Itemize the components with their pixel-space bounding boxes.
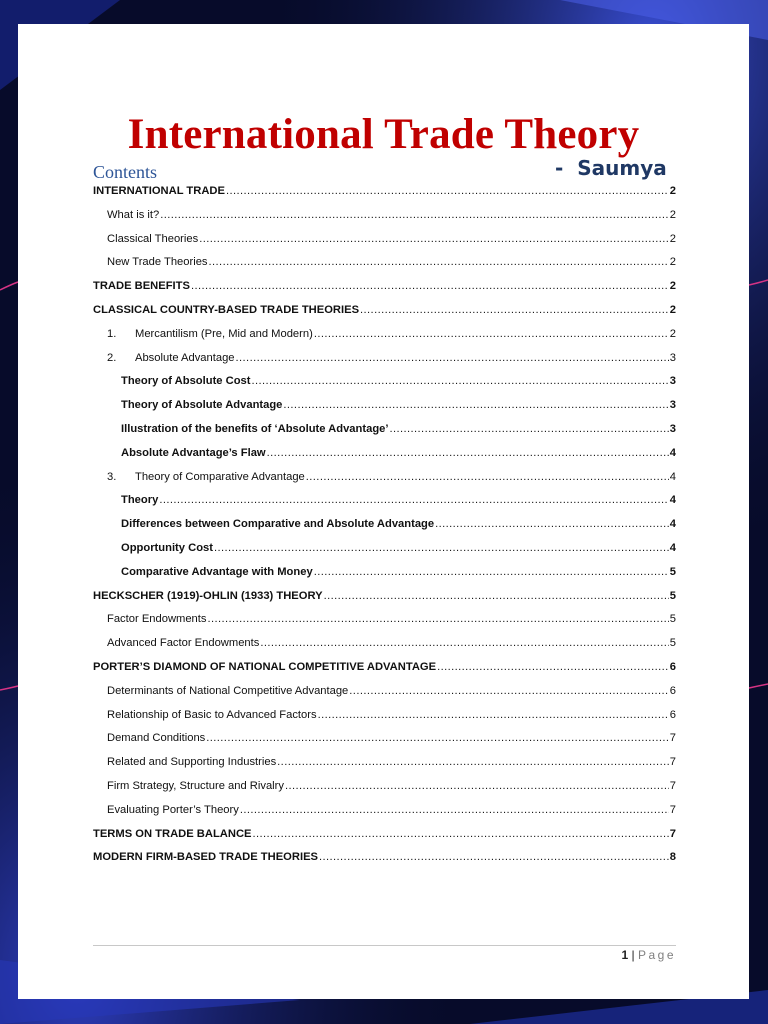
toc-entry-title: Theory of Comparative Advantage xyxy=(135,470,305,483)
toc-entry[interactable] xyxy=(93,656,676,680)
toc-entry-page: 5 xyxy=(669,589,676,602)
toc-entry[interactable] xyxy=(93,299,676,323)
toc-entry-title: Determinants of National Competitive Advantage xyxy=(107,684,349,697)
toc-entry-page: 2 xyxy=(669,327,676,340)
toc-entry[interactable] xyxy=(93,585,676,609)
toc-entry-title: Theory xyxy=(121,494,159,507)
toc-dot-leader xyxy=(209,251,669,275)
toc-dot-leader xyxy=(435,513,669,537)
toc-dot-leader xyxy=(389,418,668,442)
toc-dot-leader xyxy=(159,489,668,513)
toc-entry[interactable] xyxy=(93,751,676,775)
toc-dot-leader xyxy=(318,704,669,728)
toc-dot-leader xyxy=(319,846,669,870)
toc-entry-title: PORTER’S DIAMOND OF NATIONAL COMPETITIVE ADVANTAGE xyxy=(93,660,437,673)
toc-dot-leader xyxy=(283,394,668,418)
toc-dot-leader xyxy=(206,727,669,751)
toc-entry-title: Relationship of Basic to Advanced Factors xyxy=(107,708,317,721)
toc-entry[interactable] xyxy=(93,394,676,418)
toc-dot-leader xyxy=(285,775,669,799)
toc-entry-title: Differences between Comparative and Absolute Advantage xyxy=(121,518,435,531)
toc-dot-leader xyxy=(260,632,668,656)
toc-entry-page: 6 xyxy=(669,684,676,697)
toc-entry-page: 2 xyxy=(669,232,676,245)
toc-dot-leader xyxy=(191,275,669,299)
toc-entry-title: MODERN FIRM-BASED TRADE THEORIES xyxy=(93,851,318,864)
toc-entry-page: 2 xyxy=(669,303,676,316)
toc-entry-page: 3 xyxy=(669,399,676,412)
author-name: - Saumya xyxy=(555,156,667,180)
toc-entry[interactable] xyxy=(93,823,676,847)
toc-entry[interactable] xyxy=(93,323,676,347)
toc-entry[interactable] xyxy=(93,418,676,442)
toc-entry[interactable] xyxy=(93,204,676,228)
toc-entry-title: Mercantilism (Pre, Mid and Modern) xyxy=(135,327,313,340)
toc-entry-title: Theory of Absolute Advantage xyxy=(121,399,283,412)
toc-entry-page: 2 xyxy=(669,185,676,197)
page-footer xyxy=(621,948,676,962)
toc-entry-title: Evaluating Porter’s Theory xyxy=(107,803,239,816)
toc-entry-page: 8 xyxy=(669,851,676,864)
toc-dot-leader xyxy=(324,585,669,609)
toc-dot-leader xyxy=(360,299,669,323)
toc-entry-title: Illustration of the benefits of ‘Absolute Advantage’ xyxy=(121,422,389,435)
toc-entry-page: 3 xyxy=(669,375,676,388)
toc-entry[interactable] xyxy=(93,561,676,585)
toc-entry[interactable] xyxy=(93,513,676,537)
toc-entry-title: TRADE BENEFITS xyxy=(93,280,190,293)
toc-dot-leader xyxy=(160,204,669,228)
toc-dot-leader xyxy=(267,442,669,466)
toc-dot-leader xyxy=(199,228,669,252)
toc-entry-title: What is it? xyxy=(107,208,160,221)
toc-entry[interactable] xyxy=(93,632,676,656)
contents-heading: Contents xyxy=(93,162,158,182)
document-title: International Trade Theory xyxy=(127,111,640,158)
toc-dot-leader xyxy=(349,680,668,704)
toc-entry[interactable] xyxy=(93,466,676,490)
toc-entry[interactable] xyxy=(93,727,676,751)
toc-dot-leader xyxy=(226,180,669,204)
toc-entry-title: Opportunity Cost xyxy=(121,541,213,554)
toc-entry-page: 7 xyxy=(669,827,676,840)
toc-dot-leader xyxy=(277,751,669,775)
toc-entry-number: 2. xyxy=(107,351,117,364)
toc-entry[interactable] xyxy=(93,775,676,799)
toc-entry[interactable] xyxy=(93,251,676,275)
toc-entry-page: 2 xyxy=(669,208,676,221)
toc-dot-leader xyxy=(214,537,669,561)
toc-entry-title: Related and Supporting Industries xyxy=(107,756,277,769)
toc-entry-number: 1. xyxy=(107,327,117,340)
toc-entry[interactable] xyxy=(93,347,676,371)
toc-entry-page: 2 xyxy=(669,256,676,269)
toc-entry-title: CLASSICAL COUNTRY-BASED TRADE THEORIES xyxy=(93,303,360,316)
toc-entry-title: HECKSCHER (1919)-OHLIN (1933) THEORY xyxy=(93,589,323,602)
toc-entry[interactable] xyxy=(93,442,676,466)
toc-dot-leader xyxy=(208,608,669,632)
toc-entry-title: TERMS ON TRADE BALANCE xyxy=(93,827,252,840)
toc-entry-page: 5 xyxy=(669,565,676,578)
toc-entry[interactable] xyxy=(93,489,676,513)
toc-entry-page: 4 xyxy=(669,446,676,459)
toc-entry[interactable] xyxy=(93,680,676,704)
toc-entry[interactable] xyxy=(93,228,676,252)
toc-entry[interactable] xyxy=(93,370,676,394)
page-separator: | xyxy=(628,948,638,962)
toc-entry-page: 7 xyxy=(669,756,676,769)
document-page xyxy=(18,24,749,999)
toc-entry-page: 6 xyxy=(669,660,676,673)
toc-entry-title: Comparative Advantage with Money xyxy=(121,565,313,578)
toc-entry-page: 7 xyxy=(669,803,676,816)
toc-entry-title: Absolute Advantage xyxy=(135,351,235,364)
toc-entry-title: New Trade Theories xyxy=(107,256,208,269)
page-number: 1 xyxy=(621,948,629,962)
toc-entry[interactable] xyxy=(93,704,676,728)
toc-dot-leader xyxy=(306,466,669,490)
toc-entry-number: 3. xyxy=(107,470,117,483)
table-of-contents xyxy=(93,180,676,870)
toc-entry-title: INTERNATIONAL TRADE xyxy=(93,185,225,197)
toc-entry[interactable] xyxy=(93,537,676,561)
toc-entry-page: 7 xyxy=(669,779,676,792)
toc-entry[interactable] xyxy=(93,608,676,632)
toc-entry-page: 3 xyxy=(669,422,676,435)
toc-dot-leader xyxy=(236,347,669,371)
toc-entry-title: Firm Strategy, Structure and Rivalry xyxy=(107,779,284,792)
toc-dot-leader xyxy=(252,370,669,394)
toc-entry-page: 3 xyxy=(669,351,676,364)
toc-dot-leader xyxy=(240,799,669,823)
toc-entry-title: Demand Conditions xyxy=(107,732,206,745)
page-label: Page xyxy=(637,948,676,962)
toc-entry-page: 4 xyxy=(669,518,676,531)
footer-divider xyxy=(93,945,676,946)
toc-entry-title: Absolute Advantage’s Flaw xyxy=(121,446,266,459)
toc-entry-page: 2 xyxy=(669,280,676,293)
toc-dot-leader xyxy=(314,323,669,347)
toc-entry[interactable] xyxy=(93,846,676,870)
toc-entry-title: Factor Endowments xyxy=(107,613,207,626)
toc-dot-leader xyxy=(253,823,669,847)
toc-entry[interactable] xyxy=(93,275,676,299)
toc-entry-page: 5 xyxy=(669,637,676,650)
toc-entry-page: 4 xyxy=(669,494,676,507)
toc-entry[interactable] xyxy=(93,799,676,823)
toc-entry[interactable] xyxy=(93,180,676,204)
toc-entry-page: 5 xyxy=(669,613,676,626)
toc-entry-page: 4 xyxy=(669,470,676,483)
toc-entry-title: Theory of Absolute Cost xyxy=(121,375,251,388)
toc-entry-title: Classical Theories xyxy=(107,232,199,245)
toc-entry-page: 6 xyxy=(669,708,676,721)
toc-entry-title: Advanced Factor Endowments xyxy=(107,637,260,650)
toc-dot-leader xyxy=(314,561,669,585)
toc-dot-leader xyxy=(437,656,669,680)
toc-entry-page: 7 xyxy=(669,732,676,745)
toc-entry-page: 4 xyxy=(669,541,676,554)
